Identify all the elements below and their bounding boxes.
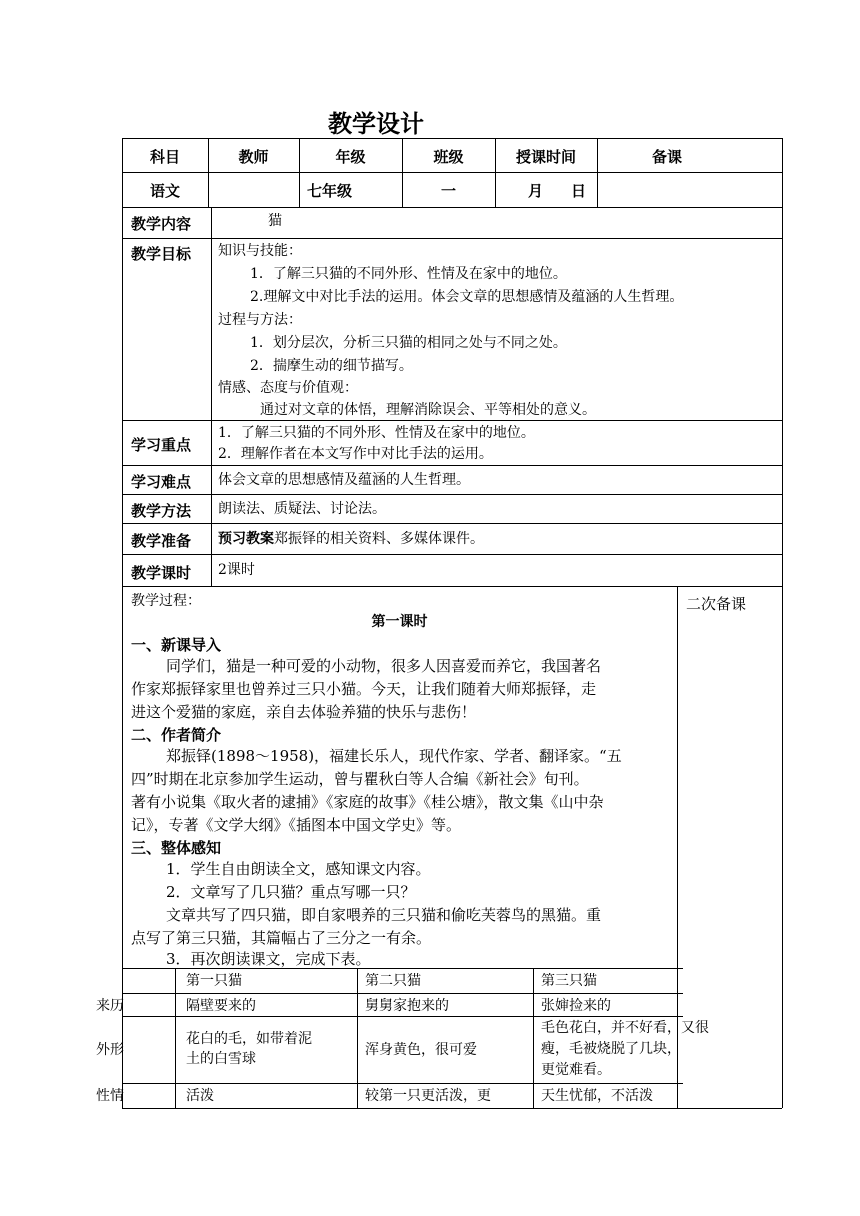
grid-line bbox=[782, 138, 783, 1108]
grid-line bbox=[175, 968, 176, 1108]
row-label: 外形 bbox=[96, 1042, 124, 1058]
table-cell: 花白的毛，如带着泥 土的白雪球 bbox=[186, 1031, 312, 1067]
class-value: 一 bbox=[440, 182, 456, 200]
method-label: 教学方法 bbox=[131, 502, 192, 520]
grid-line bbox=[122, 586, 782, 587]
section-title: 一、新课导入 bbox=[131, 636, 222, 654]
paragraph-line: 2．文章写了几只猫？重点写哪一只？ bbox=[166, 883, 416, 901]
section-title: 二、作者简介 bbox=[131, 726, 222, 744]
paragraph-line: 同学们，猫是一种可爱的小动物，很多人因喜爱而养它，我国著名 bbox=[166, 657, 602, 675]
table-cell: 舅舅家抱来的 bbox=[365, 998, 449, 1014]
difficulty-value: 体会文章的思想感情及蕴涵的人生哲理。 bbox=[218, 472, 470, 488]
paragraph-line: 作家郑振铎家里也曾养过三只小猫。今天，让我们随着大师郑振铎，走 bbox=[131, 680, 597, 698]
grid-line bbox=[122, 207, 782, 208]
cat-comparison-table bbox=[96, 968, 709, 1108]
time-header: 授课时间 bbox=[515, 148, 576, 166]
hours-label: 教学课时 bbox=[131, 564, 192, 582]
grid-line bbox=[357, 968, 358, 1108]
page-title: 教学设计 bbox=[328, 110, 424, 138]
paragraph-line: 1．学生自由朗读全文，感知课文内容。 bbox=[166, 860, 431, 878]
column-header: 第一只猫 bbox=[186, 973, 242, 989]
subject-header: 科目 bbox=[149, 148, 180, 166]
grid-line bbox=[123, 1083, 683, 1084]
goals-line: 1．划分层次，分析三只猫的相同之处与不同之处。 bbox=[250, 335, 567, 351]
teacher-header: 教师 bbox=[238, 148, 269, 166]
section-title: 三、整体感知 bbox=[131, 839, 222, 857]
column-header: 第三只猫 bbox=[541, 973, 597, 989]
row-label: 来历 bbox=[96, 998, 124, 1014]
subject-value: 语文 bbox=[149, 182, 180, 200]
grade-header: 年级 bbox=[335, 148, 366, 166]
paragraph-line: 文章共写了四只猫，即自家喂养的三只猫和偷吃芙蓉鸟的黑猫。重 bbox=[166, 906, 602, 924]
lesson-title: 第一课时 bbox=[371, 614, 428, 630]
table-cell: 隔壁要来的 bbox=[186, 998, 256, 1014]
grid-line bbox=[122, 554, 782, 555]
paragraph-line: 进这个爱猫的家庭，亲自去体验养猫的快乐与悲伤！ bbox=[131, 703, 477, 721]
content-value: 猫 bbox=[268, 213, 282, 229]
paragraph-line: 著有小说集《取火者的逮捕》《家庭的故事》《桂公塘》，散文集《山中杂 bbox=[131, 793, 604, 811]
grid-line bbox=[533, 968, 534, 1108]
grid-line bbox=[122, 138, 782, 139]
prepare-text: 郑振铎的相关资料、多媒体课件。 bbox=[274, 531, 484, 547]
method-value: 朗读法、质疑法、讨论法。 bbox=[218, 501, 386, 517]
content-label: 教学内容 bbox=[131, 215, 192, 233]
grid-line bbox=[123, 1016, 683, 1017]
key-label: 学习重点 bbox=[131, 436, 192, 454]
difficulty-label: 学习难点 bbox=[131, 473, 192, 491]
key-line: 2．理解作者在本文写作中对比手法的运用。 bbox=[218, 446, 493, 462]
table-cell: 张婶捡来的 bbox=[541, 998, 611, 1014]
column-header: 第二只猫 bbox=[365, 973, 421, 989]
grid-line bbox=[122, 523, 782, 524]
goals-line: 情感、态度与价值观： bbox=[218, 380, 358, 396]
prepare-value bbox=[218, 528, 484, 550]
class-header: 班级 bbox=[433, 148, 464, 166]
hours-value: 2课时 bbox=[218, 562, 255, 578]
goals-line: 2．揣摩生动的细节描写。 bbox=[250, 358, 413, 374]
goals-line: 通过对文章的体悟，理解消除误会、平等相处的意义。 bbox=[260, 402, 596, 418]
table-cell: 较第一只更活泼，更 bbox=[365, 1088, 491, 1104]
grade-value: 七年级 bbox=[307, 182, 353, 200]
table-cell: 浑身黄色，很可爱 bbox=[365, 1042, 477, 1058]
prepare-label: 教学准备 bbox=[131, 532, 192, 550]
prep-header: 备课 bbox=[651, 148, 682, 166]
prepare-bold: 预习教案 bbox=[218, 531, 274, 547]
goals-line: 2.理解文中对比手法的运用。体会文章的思想感情及蕴涵的人生哲理。 bbox=[250, 289, 684, 305]
grid-line bbox=[122, 1108, 782, 1109]
month-label: 月 bbox=[528, 182, 544, 200]
paragraph-line: 3．再次朗读课文，完成下表。 bbox=[166, 950, 371, 968]
goals-line: 过程与方法： bbox=[218, 312, 302, 328]
table-cell: 活泼 bbox=[186, 1088, 214, 1104]
table-cell: 天生忧郁，不活泼 bbox=[541, 1088, 653, 1104]
process-label: 教学过程： bbox=[131, 593, 201, 609]
key-line: 1．了解三只猫的不同外形、性情及在家中的地位。 bbox=[218, 425, 535, 441]
day-label: 日 bbox=[571, 182, 587, 200]
grid-line bbox=[122, 238, 782, 239]
paragraph-line: 记》，专著《文学大纲》《插图本中国文学史》等。 bbox=[131, 816, 462, 834]
table-cell: 毛色花白，并不好看，又很 瘦，毛被烧脱了几块， 更觉难看。 bbox=[541, 1020, 709, 1078]
row-label: 性情 bbox=[96, 1088, 124, 1104]
grid-line bbox=[122, 494, 782, 495]
goals-line: 1．了解三只猫的不同外形、性情及在家中的地位。 bbox=[250, 266, 567, 282]
grid-line bbox=[122, 465, 782, 466]
grid-line bbox=[211, 207, 212, 586]
goals-label: 教学目标 bbox=[131, 245, 192, 263]
paragraph-line: 郑振铎(1898～1958)，福建长乐人，现代作家、学者、翻译家。“五 bbox=[166, 747, 622, 765]
paragraph-line: 点写了第三只猫，其篇幅占了三分之一有余。 bbox=[131, 929, 432, 947]
grid-line bbox=[123, 993, 683, 994]
grid-line bbox=[122, 172, 782, 173]
grid-line bbox=[123, 968, 683, 969]
goals-line: 知识与技能： bbox=[218, 243, 302, 259]
second-prep-label: 二次备课 bbox=[686, 595, 747, 613]
paragraph-line: 四”时期在北京参加学生运动，曾与瞿秋白等人合编《新社会》旬刊。 bbox=[131, 770, 589, 788]
